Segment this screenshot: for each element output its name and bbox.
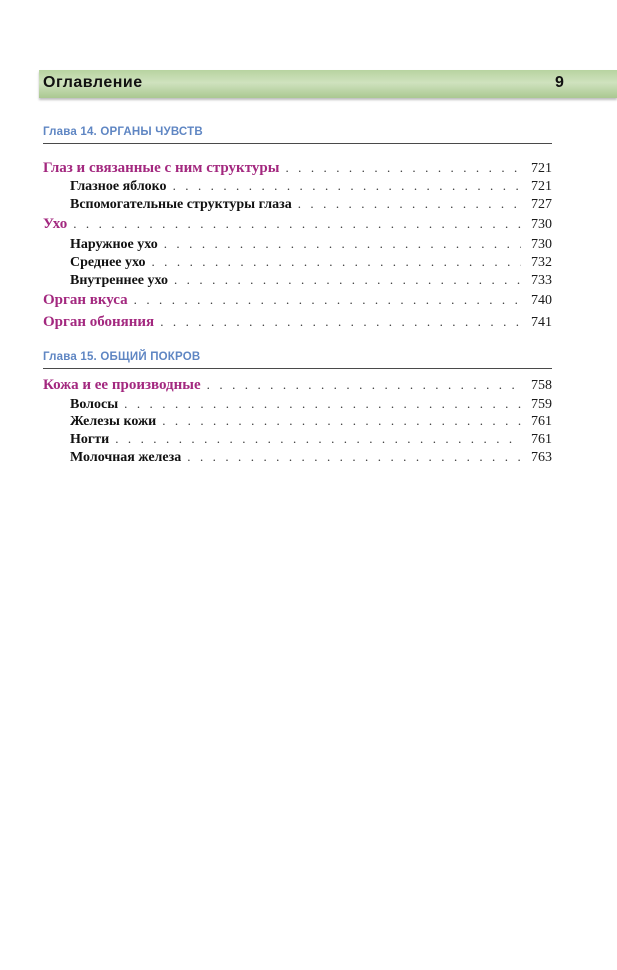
toc-entry-page: 740 bbox=[531, 293, 552, 308]
toc-entry-page: 732 bbox=[531, 255, 552, 270]
toc-entry-page: 730 bbox=[531, 237, 552, 252]
toc-entry-title: Железы кожи bbox=[70, 414, 157, 429]
toc-entry[interactable] bbox=[43, 160, 552, 177]
header-title: Оглавление bbox=[43, 74, 143, 91]
toc-entry-page: 733 bbox=[531, 273, 552, 288]
toc-entry[interactable] bbox=[43, 292, 552, 309]
toc-entry-title: Глаз и связанные с ним структуры bbox=[43, 160, 280, 176]
toc-entry-page: 763 bbox=[531, 450, 552, 465]
toc-entry-page: 761 bbox=[531, 432, 552, 447]
dot-leader bbox=[115, 431, 521, 447]
dot-leader bbox=[207, 377, 521, 393]
toc-entry[interactable] bbox=[43, 413, 552, 430]
toc-entry-title: Волосы bbox=[70, 397, 119, 412]
dot-leader bbox=[285, 160, 521, 176]
chapter-divider bbox=[43, 368, 552, 369]
toc-entry-title: Кожа и ее производные bbox=[43, 377, 201, 393]
dot-leader bbox=[160, 314, 521, 330]
dot-leader bbox=[187, 449, 521, 465]
toc-entry-title: Орган обоняния bbox=[43, 314, 155, 330]
toc-entry-title: Вспомогательные структуры глаза bbox=[70, 197, 292, 212]
toc-entry[interactable] bbox=[43, 254, 552, 271]
toc-entry-page: 758 bbox=[531, 378, 552, 393]
dot-leader bbox=[134, 292, 521, 308]
toc-entry-title: Глазное яблоко bbox=[70, 179, 167, 194]
running-header bbox=[39, 70, 617, 98]
toc-entry-page: 730 bbox=[531, 217, 552, 232]
toc-entry-title: Среднее ухо bbox=[70, 255, 146, 270]
header-page-number: 9 bbox=[555, 74, 564, 91]
toc-entry[interactable] bbox=[43, 272, 552, 289]
toc-entry-title: Ногти bbox=[70, 432, 110, 447]
toc-entry-page: 761 bbox=[531, 414, 552, 429]
toc-entry[interactable] bbox=[43, 236, 552, 253]
chapter-heading: Глава 15. ОБЩИЙ ПОКРОВ bbox=[43, 351, 201, 363]
toc-entry-page: 727 bbox=[531, 197, 552, 212]
toc-entry[interactable] bbox=[43, 449, 552, 466]
toc-entry-title: Внутреннее ухо bbox=[70, 273, 168, 288]
chapter-divider bbox=[43, 143, 552, 144]
toc-entry-title: Наружное ухо bbox=[70, 237, 158, 252]
dot-leader bbox=[298, 196, 521, 212]
dot-leader bbox=[173, 178, 521, 194]
toc-entry-page: 721 bbox=[531, 161, 552, 176]
toc-entry[interactable] bbox=[43, 431, 552, 448]
toc-entry[interactable] bbox=[43, 196, 552, 213]
toc-entry-page: 721 bbox=[531, 179, 552, 194]
dot-leader bbox=[164, 236, 521, 252]
toc-entry-page: 759 bbox=[531, 397, 552, 412]
toc-entry-title: Ухо bbox=[43, 216, 68, 232]
dot-leader bbox=[73, 216, 521, 232]
chapter-14 bbox=[43, 125, 552, 330]
toc-entry-title: Молочная железа bbox=[70, 450, 182, 465]
toc-entry[interactable] bbox=[43, 178, 552, 195]
dot-leader bbox=[151, 254, 521, 270]
dot-leader bbox=[162, 413, 521, 429]
dot-leader bbox=[124, 396, 521, 412]
toc-entry[interactable] bbox=[43, 216, 552, 233]
toc-entry-page: 741 bbox=[531, 315, 552, 330]
dot-leader bbox=[174, 272, 521, 288]
toc-entry[interactable] bbox=[43, 314, 552, 331]
chapter-heading: Глава 14. ОРГАНЫ ЧУВСТВ bbox=[43, 126, 203, 138]
toc-entry[interactable] bbox=[43, 377, 552, 394]
toc-entry-title: Орган вкуса bbox=[43, 292, 128, 308]
chapter-15 bbox=[43, 350, 552, 465]
toc-entry[interactable] bbox=[43, 396, 552, 413]
